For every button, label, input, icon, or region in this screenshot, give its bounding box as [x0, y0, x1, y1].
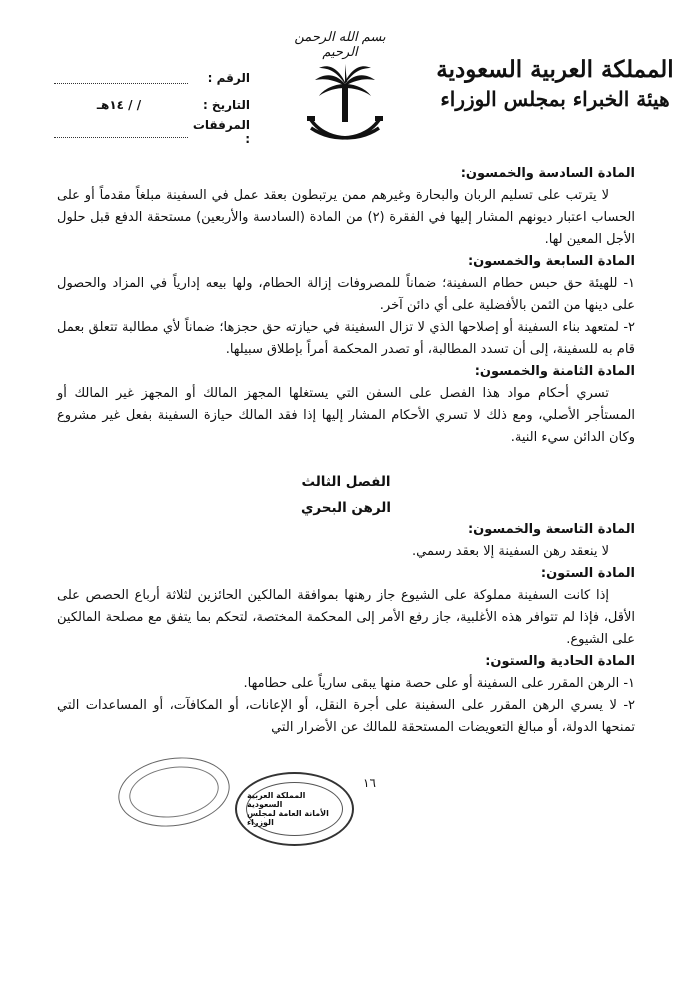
ref-attachments-row	[50, 118, 250, 145]
article-60-text: إذا كانت السفينة مملوكة على الشيوع جاز رهنها بموافقة المالكين الحائزين لثلاثة أرباع الحصص على الأقل، فإذا لم تتوافر هذه الأغلبية، جاز رفع الأمر إلى المحكمة المختصة، لتحكم بما يتفق مع مصلحة المالكين على الشيوع.	[57, 588, 635, 647]
article-60-title: المادة الستون:	[540, 566, 635, 581]
article-56-text: لا يترتب على تسليم الربان والبحارة وغيرهم ممن يرتبطون بعقد عمل في السفينة مبلغاً مقدماً أو على الحساب اعتبار ديونهم المشار إليها في الفقرة (٢) من المادة (السادسة والأربعين) مستحقة الدفع قبل حلول الأجل المعين لها.	[57, 188, 636, 247]
seal-text-line2: الأمانة العامة لمجلس الوزراء	[247, 809, 329, 827]
ref-date-row	[50, 91, 250, 118]
article-59-title: المادة التاسعة والخمسون:	[467, 522, 635, 537]
article-61-title: المادة الحادية والستون:	[485, 654, 635, 669]
article-57-item-1: ١- للهيئة حق حبس حطام السفينة؛ ضماناً للمصروفات إزالة الحطام، ولها بيعه إدارياً في المزاد والحصول على دينها من الثمن بالأفضلية على أي دائن آخر.	[57, 276, 635, 313]
article-58-text: تسري أحكام مواد هذا الفصل على السفن التي يستغلها المجهز المالك أو المجهز غير المالك أو المستأجر الأصلي، ومع ذلك لا تسري الأحكام المشار إليها إذا فقد المالك حيازة السفينة بفعل غير مشروع وكان الدائن سيء النية.	[57, 386, 635, 445]
article-61-item-2: ٢- لا يسري الرهن المقرر على السفينة على أجرة النقل، أو الإعانات، أو المكافآت، أو المساعدات التي تمنحها الدولة، أو مبالغ التعويضات المستحقة للمالك عن الأضرار التي	[57, 698, 635, 735]
ref-attachments-label: المرفقات :	[192, 117, 250, 146]
signature-stamp	[114, 751, 234, 834]
chapter-title: الفصل الثالث	[301, 474, 391, 490]
ref-date-value: / / ١٤هـ	[96, 97, 142, 112]
saudi-emblem-icon	[305, 62, 385, 147]
basmala: بسم الله الرحمن الرحيم	[294, 30, 386, 60]
article-61-item-1: ١- الرهن المقرر على السفينة أو على حصة منها يبقى سارياً على حطامها.	[243, 676, 635, 691]
ref-number-label: الرقم :	[207, 70, 250, 85]
article-57-title: المادة السابعة والخمسون:	[467, 254, 635, 269]
letterhead	[430, 55, 680, 113]
authority-name: هيئة الخبراء بمجلس الوزراء	[440, 87, 670, 111]
article-57-item-2: ٢- لمتعهد بناء السفينة أو إصلاحها الذي لا تزال السفينة في حيازته حق حجزها؛ ضماناً لأي مطالبة تتعلق بعمل قام به للسفينة، إلى أن تسدد المطالبة، أو تصدر المحكمة أمراً بإطلاق سبيلها.	[57, 320, 635, 357]
article-59-text: لا ينعقد رهن السفينة إلا بعقد رسمي.	[412, 544, 609, 559]
ref-date-label: التاريخ :	[202, 97, 250, 112]
kingdom-name: المملكة العربية السعودية	[436, 56, 674, 83]
ref-number-line	[54, 71, 188, 84]
article-56-title: المادة السادسة والخمسون:	[460, 166, 635, 181]
ref-number-row	[50, 64, 250, 91]
page-number: ١٦	[363, 776, 376, 790]
ref-attachments-line	[54, 125, 188, 138]
reference-block	[50, 64, 250, 145]
signature-stamp-inner	[126, 761, 222, 823]
seal-text-line1: المملكة العربية السعودية	[247, 791, 306, 809]
chapter-subtitle: الرهن البحري	[300, 500, 391, 516]
official-seal-inner	[246, 782, 343, 836]
official-seal	[235, 772, 354, 846]
document-body	[57, 163, 635, 739]
article-58-title: المادة الثامنة والخمسون:	[474, 364, 635, 379]
